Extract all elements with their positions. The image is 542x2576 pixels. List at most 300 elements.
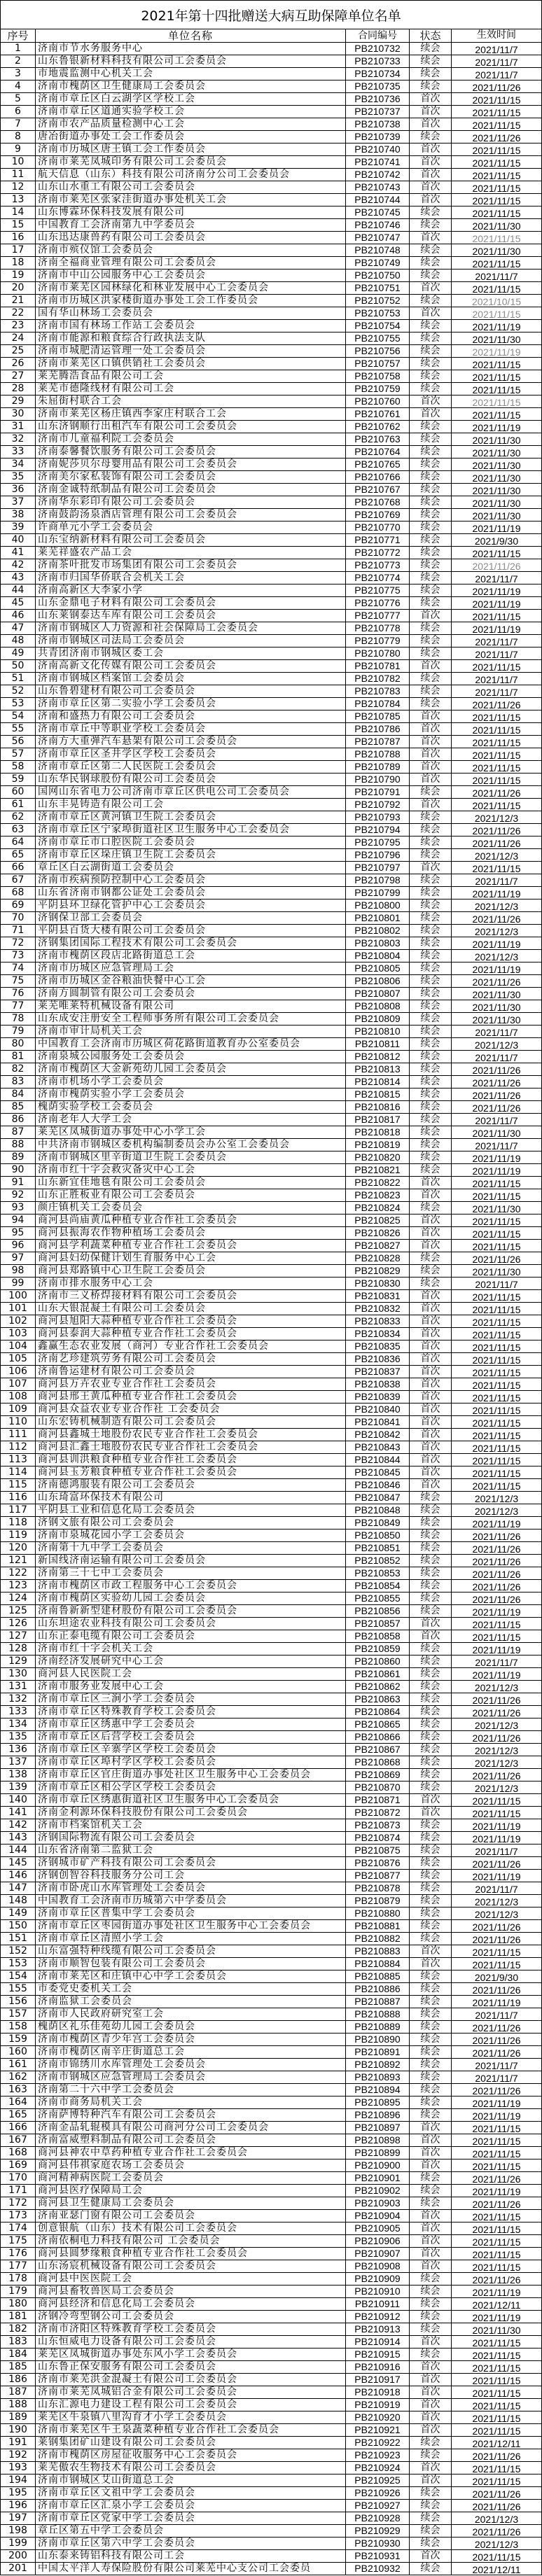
unit-name: 山东山水重工有限公司工会委员会	[36, 181, 346, 193]
contract-no: PB210843	[346, 1441, 410, 1453]
effective-date: 2021/11/15	[472, 2375, 521, 2386]
row-seq: 154	[1, 1970, 36, 1982]
contract-no: PB210902	[346, 2185, 410, 2197]
unit-name: 济南市槐荫区市政工程服务中心工会委员会	[36, 1580, 346, 1592]
unit-name: 山东省济南第二监狱工会	[36, 1844, 346, 1856]
contract-no: PB210794	[346, 824, 410, 836]
contract-no: PB210766	[346, 471, 410, 483]
contract-no: PB210742	[346, 169, 410, 181]
table-row	[1, 2071, 541, 2084]
contract-no: PB210863	[346, 1693, 410, 1705]
effective-date: 2021/11/7	[475, 1140, 518, 1151]
unit-name: 济南市章丘区第六中学工会委员会	[36, 2538, 346, 2549]
row-seq: 67	[1, 874, 36, 886]
effective-date: 2021/11/26	[472, 2047, 521, 2058]
unit-name: 济南市槐荫区卫生健康局工会委员会	[36, 80, 346, 92]
contract-no: PB210811	[346, 1038, 410, 1050]
unit-name: 济南金利源环保科技股份有限公司工会委员会	[36, 1807, 346, 1819]
status-cell: 续会	[410, 1026, 452, 1037]
status-cell: 续会	[410, 584, 452, 596]
table-row	[1, 2084, 541, 2096]
unit-name: 山东博霖环保科技发展有限公司	[36, 206, 346, 218]
row-seq: 52	[1, 685, 36, 697]
status-cell: 首次	[410, 156, 452, 168]
contract-no: PB210851	[346, 1542, 410, 1554]
table-row	[1, 1063, 541, 1076]
unit-name: 济南市章丘区道通实验学校工会	[36, 106, 346, 118]
contract-no: PB210799	[346, 887, 410, 899]
row-seq: 112	[1, 1441, 36, 1453]
unit-name: 朱屈街村联合工会	[36, 396, 346, 407]
effective-date: 2021/11/26	[472, 1102, 521, 1113]
status-cell: 首次	[410, 93, 452, 105]
contract-no: PB210749	[346, 257, 410, 269]
contract-no: PB210864	[346, 1706, 410, 1718]
table-row	[1, 458, 541, 471]
status-cell: 续会	[410, 1278, 452, 1289]
table-row	[1, 2222, 541, 2235]
status-cell: 续会	[410, 1782, 452, 1793]
table-row	[1, 244, 541, 257]
row-seq: 173	[1, 2210, 36, 2222]
effective-date: 2021/11/19	[472, 2312, 521, 2323]
contract-no: PB210806	[346, 975, 410, 987]
table-row	[1, 194, 541, 206]
contract-no: PB210932	[346, 2563, 410, 2575]
contract-no: PB210895	[346, 2096, 410, 2108]
row-seq: 53	[1, 698, 36, 710]
contract-no: PB210822	[346, 1177, 410, 1189]
contract-no: PB210888	[346, 2008, 410, 2020]
table-row	[1, 446, 541, 458]
effective-date: 2021/11/15	[472, 2400, 521, 2411]
contract-no: PB210832	[346, 1303, 410, 1315]
table-row	[1, 1416, 541, 1429]
status-cell: 首次	[410, 169, 452, 181]
row-seq: 31	[1, 421, 36, 433]
row-seq: 193	[1, 2462, 36, 2474]
contract-no: PB210874	[346, 1832, 410, 1844]
row-seq: 141	[1, 1807, 36, 1819]
contract-no: PB210790	[346, 774, 410, 785]
table-row	[1, 1517, 541, 1530]
table-row	[1, 2348, 541, 2361]
table-row	[1, 1303, 541, 1315]
row-seq: 38	[1, 509, 36, 521]
contract-no: PB210920	[346, 2412, 410, 2423]
contract-no: PB210878	[346, 1882, 410, 1894]
status-cell: 续会	[410, 824, 452, 836]
effective-date: 2021/11/15	[472, 1455, 521, 1466]
row-seq: 99	[1, 1278, 36, 1289]
effective-date: 2021/11/15	[472, 208, 521, 218]
status-cell: 首次	[410, 2122, 452, 2134]
table-row	[1, 786, 541, 799]
effective-date: 2021/11/15	[472, 107, 521, 118]
status-cell: 首次	[410, 2361, 452, 2373]
row-seq: 119	[1, 1530, 36, 1541]
status-cell: 续会	[410, 597, 452, 609]
contract-no: PB210867	[346, 1744, 410, 1756]
status-cell: 首次	[410, 2386, 452, 2398]
effective-date: 2021/9/30	[474, 536, 519, 546]
effective-date: 2021/11/26	[472, 2274, 521, 2285]
contract-no: PB210796	[346, 849, 410, 861]
table-row	[1, 912, 541, 925]
contract-no: PB210788	[346, 748, 410, 760]
contract-no: PB210773	[346, 559, 410, 571]
table-row	[1, 93, 541, 106]
table-row	[1, 2172, 541, 2185]
status-cell: 首次	[410, 2147, 452, 2159]
table-row	[1, 1731, 541, 1744]
status-cell: 续会	[410, 131, 452, 143]
table-row	[1, 396, 541, 408]
table-row	[1, 584, 541, 597]
unit-name: 济南市钢城区人力资源和社会保障局工会委员会	[36, 622, 346, 634]
contract-no: PB210735	[346, 80, 410, 92]
row-seq: 22	[1, 307, 36, 319]
contract-no: PB210775	[346, 584, 410, 596]
unit-name: 商河县汇鑫土地股份农民专业合作社工会委员会	[36, 1441, 346, 1453]
contract-no: PB210787	[346, 736, 410, 748]
effective-date: 2021/11/26	[472, 561, 521, 571]
unit-name: 莱芜市德隆线材有限公司工会	[36, 383, 346, 395]
table-row	[1, 685, 541, 698]
unit-name: 济南华东彩印有限公司工会委员会	[36, 496, 346, 508]
effective-date: 2021/11/26	[472, 838, 521, 848]
effective-date: 2021/12/3	[474, 1040, 519, 1050]
unit-name: 商河县旭阳大蒜种植专业合作社工会委员会	[36, 1315, 346, 1327]
table-row	[1, 421, 541, 433]
status-cell: 续会	[410, 1933, 452, 1945]
table-row	[1, 408, 541, 421]
table-row	[1, 1693, 541, 1706]
table-row	[1, 295, 541, 307]
unit-name: 济南鲁新新型建材股份有限公司工会委员会	[36, 1605, 346, 1617]
contract-no: PB210753	[346, 307, 410, 319]
effective-date: 2021/11/26	[472, 132, 521, 143]
status-cell: 续会	[410, 345, 452, 357]
table-row	[1, 1164, 541, 1177]
table-row	[1, 2550, 541, 2563]
status-cell: 续会	[410, 2538, 452, 2549]
contract-no: PB210849	[346, 1517, 410, 1529]
table-row	[1, 2311, 541, 2323]
row-seq: 14	[1, 206, 36, 218]
status-cell: 续会	[410, 1530, 452, 1541]
contract-no: PB210734	[346, 68, 410, 80]
table-row	[1, 433, 541, 446]
table-row	[1, 1240, 541, 1252]
table-row	[1, 1920, 541, 1933]
row-seq: 110	[1, 1416, 36, 1428]
unit-name: 山东琦富环保技术有限公司	[36, 1492, 346, 1504]
row-seq: 32	[1, 433, 36, 445]
status-cell: 续会	[410, 786, 452, 798]
row-seq: 118	[1, 1517, 36, 1529]
effective-date: 2021/11/26	[472, 1090, 521, 1100]
effective-date: 2021/11/15	[472, 1619, 521, 1630]
effective-date: 2021/11/7	[475, 2073, 518, 2083]
row-seq: 150	[1, 1920, 36, 1932]
status-cell: 续会	[410, 1656, 452, 1667]
status-cell: 续会	[410, 1038, 452, 1050]
unit-name: 济钢冷弯型钢公司工会委员会	[36, 2311, 346, 2323]
row-seq: 196	[1, 2500, 36, 2512]
status-cell: 续会	[410, 2021, 452, 2033]
effective-date: 2021/11/15	[472, 611, 521, 622]
unit-name: 创意银航（山东）技术有限公司工会委员会	[36, 2222, 346, 2234]
contract-no: PB210926	[346, 2487, 410, 2499]
table-row	[1, 874, 541, 887]
table-row	[1, 723, 541, 736]
effective-date: 2021/11/7	[475, 649, 518, 659]
status-cell: 续会	[410, 244, 452, 256]
unit-name: 济南和盛热力有限公司工会委员会	[36, 710, 346, 722]
row-seq: 24	[1, 332, 36, 344]
contract-no: PB210839	[346, 1391, 410, 1403]
unit-name: 济南德鸿服装有限公司工会委员会	[36, 1479, 346, 1491]
status-cell: 续会	[410, 1857, 452, 1869]
unit-name: 济钢集团国际工程技术有限公司工会委员会	[36, 937, 346, 949]
status-cell: 续会	[410, 950, 452, 962]
unit-name: 济南市能源和粮食综合行政执法支队	[36, 332, 346, 344]
table-row	[1, 811, 541, 824]
unit-name: 山东省济南市钢都公证处工会委员会	[36, 887, 346, 899]
table-row	[1, 1819, 541, 1832]
contract-no: PB210752	[346, 295, 410, 307]
row-seq: 100	[1, 1290, 36, 1302]
contract-no: PB210881	[346, 1920, 410, 1932]
status-cell: 续会	[410, 1063, 452, 1075]
row-seq: 138	[1, 1769, 36, 1781]
effective-date: 2021/11/15	[472, 1342, 521, 1352]
row-seq: 8	[1, 131, 36, 143]
effective-date: 2021/11/15	[472, 548, 521, 559]
unit-name: 章丘区白云湖街道工会委员会	[36, 862, 346, 874]
unit-name: 济南市章丘区绣惠中学工会委员会	[36, 1718, 346, 1730]
contract-no: PB210887	[346, 1996, 410, 2008]
effective-date: 2021/11/15	[472, 1367, 521, 1378]
contract-no: PB210733	[346, 55, 410, 67]
effective-date: 2021/11/19	[472, 346, 521, 357]
contract-no: PB210784	[346, 698, 410, 710]
effective-date: 2021/11/7	[475, 1657, 518, 1667]
table-row	[1, 144, 541, 156]
effective-date: 2021/11/15	[472, 1468, 521, 1478]
effective-date: 2021/11/15	[472, 2262, 521, 2272]
effective-date: 2021/11/19	[472, 2098, 521, 2108]
effective-date: 2021/11/30	[472, 485, 521, 496]
status-cell: 续会	[410, 446, 452, 458]
row-seq: 47	[1, 622, 36, 634]
status-cell: 首次	[410, 1807, 452, 1819]
unit-name: 济南市卧虎山水库管理处工会委员会	[36, 1882, 346, 1894]
effective-date: 2021/11/15	[472, 2148, 521, 2159]
status-cell: 续会	[410, 1668, 452, 1680]
status-cell: 续会	[410, 1907, 452, 1919]
contract-no: PB210910	[346, 2286, 410, 2297]
status-cell: 续会	[410, 912, 452, 924]
row-seq: 73	[1, 950, 36, 962]
row-seq: 129	[1, 1656, 36, 1667]
unit-name: 济南鼓韵汤泉酒店管理有限公司工会委员会	[36, 509, 346, 521]
effective-date: 2021/11/30	[472, 2325, 521, 2335]
effective-date: 2021/11/30	[472, 435, 521, 445]
table-row	[1, 2462, 541, 2474]
contract-no: PB210800	[346, 899, 410, 911]
table-row	[1, 383, 541, 396]
header-unit-name: 单位名称	[36, 29, 346, 42]
table-row	[1, 1189, 541, 1202]
contract-no: PB210833	[346, 1315, 410, 1327]
table-row	[1, 1454, 541, 1466]
status-cell: 首次	[410, 723, 452, 735]
row-seq: 197	[1, 2512, 36, 2524]
row-seq: 166	[1, 2122, 36, 2134]
row-seq: 97	[1, 1252, 36, 1264]
table-row	[1, 1996, 541, 2008]
row-seq: 78	[1, 1013, 36, 1025]
effective-date: 2021/11/15	[472, 2350, 521, 2360]
contract-no: PB210866	[346, 1731, 410, 1743]
unit-name: 章丘区第五中学工会委员会	[36, 2525, 346, 2537]
status-cell: 续会	[410, 1051, 452, 1063]
status-cell: 续会	[410, 2437, 452, 2449]
contract-no: PB210858	[346, 1630, 410, 1642]
status-cell: 首次	[410, 2248, 452, 2260]
contract-no: PB210885	[346, 1970, 410, 1982]
status-cell: 续会	[410, 1731, 452, 1743]
effective-date: 2021/11/7	[475, 1052, 518, 1063]
unit-name: 济南市机场小学工会委员会	[36, 1076, 346, 1088]
table-row	[1, 2298, 541, 2311]
contract-no: PB210791	[346, 786, 410, 798]
unit-name: 济南市莱芜区张家洼街道办事处机关工会	[36, 194, 346, 206]
status-cell: 续会	[410, 1983, 452, 1995]
table-row	[1, 169, 541, 181]
status-cell: 首次	[410, 1416, 452, 1428]
status-cell: 首次	[410, 660, 452, 672]
unit-name: 济南市历城区金谷粮油快餐中心工会	[36, 975, 346, 987]
unit-name: 山东泰来铸铝科技有限公司工会	[36, 2550, 346, 2562]
effective-date: 2021/11/7	[475, 1279, 518, 1289]
status-cell: 首次	[410, 1303, 452, 1315]
table-row	[1, 887, 541, 899]
unit-name: 商河县玉芳粮食种植专业合作社工会委员会	[36, 1466, 346, 1478]
contract-no: PB210909	[346, 2273, 410, 2285]
table-row	[1, 1101, 541, 1114]
row-seq: 10	[1, 156, 36, 168]
contract-no: PB210824	[346, 1202, 410, 1214]
contract-no: PB210823	[346, 1189, 410, 1201]
table-row	[1, 307, 541, 320]
contract-no: PB210930	[346, 2538, 410, 2549]
unit-name: 济南泉城公园服务处工会委员会	[36, 1051, 346, 1063]
unit-name: 商河县畜牧兽医局工会委员会	[36, 2286, 346, 2297]
contract-no: PB210805	[346, 962, 410, 974]
unit-name: 济南市章丘区第二实验小学工会委员会	[36, 698, 346, 710]
unit-name: 山东莱钢泰达车库有限公司工会委员会	[36, 610, 346, 622]
contract-no: PB210853	[346, 1567, 410, 1579]
unit-name: 鑫赢生态农业发展（商河）专业合作社工会委员会	[36, 1340, 346, 1352]
status-cell: 续会	[410, 522, 452, 533]
status-cell: 续会	[410, 1542, 452, 1554]
table-row	[1, 635, 541, 648]
effective-date: 2021/11/15	[472, 372, 521, 382]
status-cell: 首次	[410, 1290, 452, 1302]
effective-date: 2021/11/26	[472, 2035, 521, 2045]
contract-no: PB210925	[346, 2474, 410, 2486]
contract-no: PB210919	[346, 2399, 410, 2411]
row-seq: 23	[1, 320, 36, 332]
row-seq: 149	[1, 1907, 36, 1919]
effective-date: 2021/11/15	[472, 2224, 521, 2234]
status-cell: 首次	[410, 2550, 452, 2562]
row-seq: 79	[1, 1026, 36, 1037]
row-seq: 44	[1, 584, 36, 596]
status-cell: 续会	[410, 1101, 452, 1113]
contract-no: PB210862	[346, 1681, 410, 1693]
contract-no: PB210772	[346, 547, 410, 559]
status-cell: 首次	[410, 2336, 452, 2348]
status-cell: 首次	[410, 1315, 452, 1327]
row-seq: 57	[1, 748, 36, 760]
effective-date: 2021/11/15	[472, 1795, 521, 1806]
row-seq: 151	[1, 1933, 36, 1945]
status-cell: 续会	[410, 2286, 452, 2297]
row-seq: 86	[1, 1114, 36, 1126]
contract-no: PB210757	[346, 358, 410, 370]
status-cell: 续会	[410, 1000, 452, 1012]
row-seq: 62	[1, 811, 36, 823]
contract-no: PB210904	[346, 2210, 410, 2222]
table-row	[1, 219, 541, 232]
status-cell: 续会	[410, 937, 452, 949]
row-seq: 58	[1, 761, 36, 773]
contract-no: PB210868	[346, 1756, 410, 1768]
status-cell: 首次	[410, 1227, 452, 1239]
effective-date: 2021/11/7	[475, 1115, 518, 1126]
status-cell: 首次	[410, 774, 452, 785]
effective-date: 2021/11/30	[472, 460, 521, 470]
contract-no: PB210869	[346, 1769, 410, 1781]
row-seq: 153	[1, 1958, 36, 1970]
table-row	[1, 118, 541, 131]
row-seq: 168	[1, 2147, 36, 2159]
row-seq: 139	[1, 1782, 36, 1793]
row-seq: 43	[1, 572, 36, 584]
contract-no: PB210897	[346, 2122, 410, 2134]
contract-no: PB210907	[346, 2248, 410, 2260]
effective-date: 2021/11/19	[472, 586, 521, 596]
row-seq: 19	[1, 270, 36, 281]
status-cell: 首次	[410, 2260, 452, 2272]
row-seq: 74	[1, 962, 36, 974]
unit-name: 济南市槐荫实验小学工会委员会	[36, 1088, 346, 1100]
unit-name: 山东汤宸机械设备有限公司工会委员会	[36, 2260, 346, 2272]
row-seq: 93	[1, 1202, 36, 1214]
unit-name: 济南市锦绣川水库管理处工会委员会	[36, 2059, 346, 2071]
unit-name: 新国线济南运输有限公司工会委员会	[36, 1555, 346, 1567]
table-row	[1, 1555, 541, 1567]
table-row	[1, 1265, 541, 1278]
row-seq: 48	[1, 635, 36, 647]
effective-date: 2021/11/26	[472, 2526, 521, 2537]
unit-name: 商河县圆梦缘粮食种植专业合作社工会委员会	[36, 2248, 346, 2260]
table-row	[1, 1076, 541, 1088]
